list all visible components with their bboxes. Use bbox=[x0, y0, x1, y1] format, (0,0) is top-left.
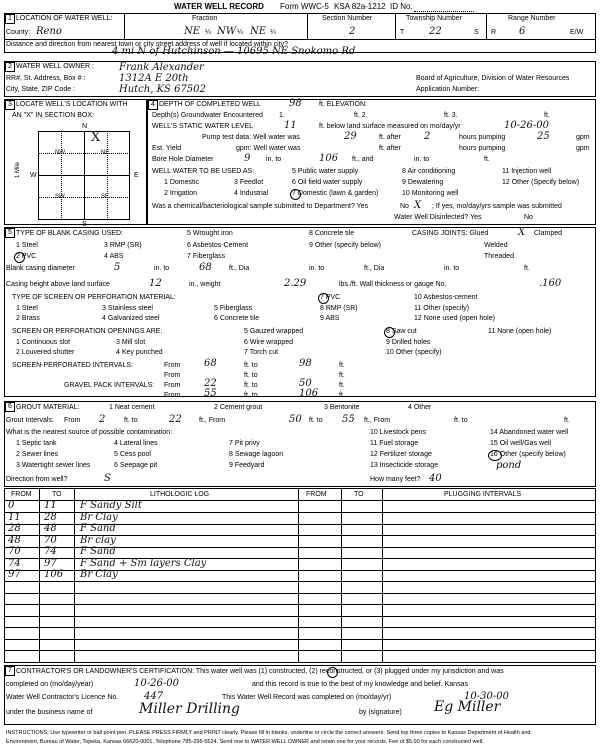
use-11: 11 Injection well bbox=[502, 168, 552, 175]
contam-2: 2 Sewer lines bbox=[16, 451, 59, 458]
yield-hours: hours pumping bbox=[459, 145, 506, 152]
spi-to-value: 98 bbox=[299, 358, 312, 369]
casing-5: 5 Wrought iron bbox=[187, 230, 233, 237]
contam-15: 15 Oil well/Gas well bbox=[490, 440, 552, 447]
board-label: Board of Agriculture, Division of Water Resources bbox=[416, 75, 570, 82]
div-1c bbox=[395, 13, 396, 39]
casing-2: 2 PVC bbox=[16, 253, 37, 260]
log-to: 28 bbox=[44, 511, 57, 523]
screen-7-circle bbox=[318, 293, 329, 304]
screen-5: 5 Fiberglass bbox=[214, 305, 253, 312]
chem-rest: ; If yes, mo/day/yrs sample was submitted bbox=[432, 203, 562, 210]
bore-value: 9 bbox=[244, 153, 251, 164]
gp2-to: 106 bbox=[299, 388, 319, 399]
city-label: City, State, ZIP Code : bbox=[6, 86, 75, 93]
static-mid: ft. below land surface measured on mo/day/yr bbox=[319, 123, 461, 130]
compass-e: E bbox=[134, 172, 139, 179]
log-from: 28 bbox=[8, 523, 21, 534]
threaded-label: Threaded bbox=[484, 253, 514, 260]
use-6: 6 Oil field water supply bbox=[292, 179, 363, 186]
quad-ne: NE bbox=[101, 150, 110, 156]
screen-6: 6 Concrete tile bbox=[214, 315, 260, 322]
diam-value: 5 bbox=[114, 262, 121, 273]
grid-h-q1 bbox=[38, 153, 130, 154]
grout-label: GROUT MATERIAL: bbox=[16, 404, 80, 411]
township-label: Township Number bbox=[406, 15, 463, 22]
bore-ft: ft. bbox=[484, 156, 490, 163]
log-from: 11 bbox=[8, 511, 21, 523]
dir-value: S bbox=[104, 473, 111, 484]
ksa-ref: KSA 82a-1212 bbox=[334, 2, 386, 11]
spi-ft-2: ft. bbox=[339, 372, 345, 379]
section-5-number: 5 bbox=[5, 228, 15, 238]
pump-gpm: 25 bbox=[537, 131, 550, 142]
footer-instructions-1: INSTRUCTIONS: Use typewriter or ball point pen. PLEASE PRESS FIRMLY and PRINT clearly. Please fill in blanks, underline or circle the correct answers. Send top three copies to Kansas Department of Health and bbox=[6, 730, 531, 736]
fraction-2: NW bbox=[217, 26, 237, 37]
gw-ft: ft. bbox=[544, 112, 550, 119]
fraction-3: NE bbox=[250, 26, 267, 37]
log-from: 74 bbox=[8, 557, 21, 569]
county-label: County: bbox=[6, 29, 31, 36]
log-description: Br clay bbox=[80, 534, 116, 546]
contam-other: pond bbox=[496, 460, 522, 471]
cert-line-3b: This Water Well Record was completed on (mo/day/yr) bbox=[222, 694, 392, 701]
pump-ww: 29 bbox=[344, 131, 357, 142]
cert-line-4a: under the business name of bbox=[6, 709, 93, 716]
casing-2-circle bbox=[14, 252, 25, 263]
section-number-label: Section Number bbox=[322, 15, 373, 22]
log-description: F Sand + Sm layers Clay bbox=[80, 557, 207, 569]
id-label: ID No. bbox=[390, 2, 413, 11]
table-row bbox=[4, 651, 596, 663]
screen-3: 3 Stainless steel bbox=[102, 305, 153, 312]
yield-gpm: gpm: Well water was bbox=[236, 145, 301, 152]
yield-gpm-2: gpm bbox=[576, 145, 590, 152]
contam-1: 1 Septic tank bbox=[16, 440, 57, 447]
compass-s: S bbox=[82, 221, 87, 228]
screen-4: 4 Galvanized steel bbox=[102, 315, 160, 322]
opening-3: 3 Mill slot bbox=[116, 339, 146, 346]
log-to: 97 bbox=[44, 557, 57, 569]
range-r: R bbox=[491, 29, 497, 36]
contam-9: 9 Feedyard bbox=[229, 462, 265, 469]
contam-4: 4 Lateral lines bbox=[114, 440, 158, 447]
gw-2: ft. 2. bbox=[354, 112, 368, 119]
contam-6: 6 Seepage pit bbox=[114, 462, 158, 469]
gp1-from: 22 bbox=[204, 378, 217, 389]
id-line bbox=[414, 11, 474, 12]
grid-h-mid bbox=[38, 175, 130, 176]
screen-12: 12 None used (open hole) bbox=[414, 315, 495, 322]
gi-from-label: From bbox=[64, 417, 81, 424]
section-2-number: 2 bbox=[5, 62, 15, 72]
gp-from: From bbox=[164, 382, 181, 389]
diam-ft: ft. bbox=[524, 265, 530, 272]
log-h-to: TO bbox=[52, 491, 62, 498]
cert-business: Miller Drilling bbox=[139, 701, 241, 717]
div-1b bbox=[307, 13, 308, 39]
gp-ft-to-2: ft. to bbox=[244, 392, 258, 399]
gp-ft: ft. bbox=[339, 382, 345, 389]
distance-value: 4 mi N of Hutchinson — 10695 NE Snokomo Rd bbox=[112, 46, 356, 57]
chem-x: X bbox=[414, 200, 422, 211]
owner-label: WATER WELL OWNER : bbox=[16, 63, 94, 70]
use-3: 3 Feedlot bbox=[234, 179, 264, 186]
range-ew: E/W bbox=[570, 29, 584, 36]
log-from: 70 bbox=[8, 546, 21, 557]
casing-7: 7 Fiberglass bbox=[187, 253, 226, 260]
bore-ft-and: ft., and bbox=[352, 156, 374, 163]
gi-to: 22 bbox=[169, 414, 182, 425]
spi-ft: ft. bbox=[339, 362, 345, 369]
cert-constructed-circle bbox=[327, 667, 338, 678]
section-3-number: 3 bbox=[5, 100, 15, 110]
casing-3: 3 RMP (SR) bbox=[104, 242, 142, 249]
screen-7: 7 PVC bbox=[320, 294, 341, 301]
cert-line-2a: completed on (mo/day/year) bbox=[6, 681, 94, 688]
opening-5: 5 Gauzed wrapped bbox=[244, 328, 304, 335]
fraction-label: Fraction bbox=[192, 15, 218, 22]
gp-label: GRAVEL PACK INTERVALS: bbox=[64, 382, 155, 389]
joints-label: CASING JOINTS: Glued bbox=[412, 230, 489, 237]
footer-instructions-2: Environment, Bureau of Water, Topeka, Kansas 66620-0001. Telephone 785-296-5524. Send one to WATER WELL OWNER and retain one for your records. Fee of $5.00 for each constructed well. bbox=[6, 739, 484, 745]
screen-9: 9 ABS bbox=[320, 315, 340, 322]
contam-14: 14 Abandoned water well bbox=[490, 429, 569, 436]
gauge-value: .160 bbox=[539, 278, 562, 289]
cert-signature: Eg Miller bbox=[434, 699, 501, 715]
city-value: Hutch, KS 67502 bbox=[119, 84, 206, 95]
diam-in-to-2: in. to bbox=[309, 265, 325, 272]
screen-10: 10 Asbestos-cement bbox=[414, 294, 478, 301]
location-label: LOCATION OF WATER WELL: bbox=[16, 15, 113, 22]
opening-8: 8 Saw cut bbox=[386, 328, 417, 335]
township-value: 22 bbox=[429, 26, 442, 37]
cert-license: 447 bbox=[144, 691, 164, 702]
use-7: 7 Domestic (lawn & garden) bbox=[292, 190, 379, 197]
gi-to2: 55 bbox=[342, 414, 355, 425]
dir-label: Direction from well? bbox=[6, 476, 68, 483]
bore-in-to-2: in. to bbox=[414, 156, 430, 163]
use-10: 10 Monitoring well bbox=[402, 190, 459, 197]
gw-3: ft. 3. bbox=[444, 112, 458, 119]
log-to: 74 bbox=[44, 546, 57, 557]
section-4-number: 4 bbox=[148, 100, 158, 110]
yield-label: Est. Yield bbox=[152, 145, 182, 152]
screen-2: 2 Brass bbox=[16, 315, 40, 322]
log-description: F Sand bbox=[80, 546, 116, 557]
contam-5: 5 Cess pool bbox=[114, 451, 151, 458]
chem-no: No bbox=[400, 203, 409, 210]
spi-from: From bbox=[164, 362, 181, 369]
quad-nw: NW bbox=[55, 150, 65, 156]
pump-label: Pump test data: Well water was bbox=[202, 134, 300, 141]
gi-from: 2 bbox=[99, 414, 106, 425]
grout-4: 4 Other bbox=[408, 404, 432, 411]
use-7-circle bbox=[290, 189, 301, 200]
use-5: 5 Public water supply bbox=[292, 168, 359, 175]
yield-ft-after: ft. after bbox=[379, 145, 401, 152]
fraction-1: NE bbox=[184, 26, 201, 37]
gp2-from: 55 bbox=[204, 388, 217, 399]
county-value: Reno bbox=[36, 26, 62, 37]
form-number: Form WWC-5 bbox=[280, 2, 329, 11]
depth-label: DEPTH OF COMPLETED WELL bbox=[159, 101, 261, 108]
disinfect-no: No bbox=[524, 214, 533, 221]
log-to: 48 bbox=[44, 523, 57, 534]
cert-date-1: 10-26-00 bbox=[134, 678, 179, 689]
table-row bbox=[4, 639, 596, 651]
opening-8-circle bbox=[384, 327, 395, 338]
casing-9: 9 Other (specify below) bbox=[309, 242, 381, 249]
screen-8: 8 RMP (SR) bbox=[320, 305, 358, 312]
gp-ft-to: ft. to bbox=[244, 382, 258, 389]
static-label: WELL'S STATIC WATER LEVEL bbox=[152, 123, 254, 130]
pump-ft-after: ft. after bbox=[379, 134, 401, 141]
gi-to2-label: ft. to bbox=[309, 417, 323, 424]
cert-line-2b: and this record is true to the best of my knowledge and belief. Kansas bbox=[252, 681, 468, 688]
log-to: 70 bbox=[44, 534, 57, 546]
township-s: S bbox=[474, 29, 479, 36]
address-value: 1312A E 20th bbox=[119, 73, 189, 84]
chem-label: Was a chemical/bacteriological sample submitted to Department? Yes bbox=[152, 203, 369, 210]
location-x-mark: X bbox=[91, 130, 101, 145]
log-from: 0 bbox=[8, 500, 15, 511]
distance-label: Distance and direction from nearest town or city street address of well if located within city? bbox=[6, 41, 289, 48]
gi-to-label: ft. to bbox=[124, 417, 138, 424]
cert-line-1: CONTRACTOR'S OR LANDOWNER'S CERTIFICATION: This water well was (1) constructed, (2) reconstructed, or (3) plugged under my jurisdiction and was bbox=[16, 668, 504, 675]
diam-to: 68 bbox=[199, 262, 212, 273]
diam-in-to: in. to bbox=[154, 265, 170, 272]
spi-label: SCREEN-PERFORATED INTERVALS: bbox=[12, 362, 133, 369]
township-t: T bbox=[400, 29, 405, 36]
use-2: 2 Irrigation bbox=[164, 190, 198, 197]
spi-from-2: From bbox=[164, 372, 181, 379]
contam-label: What is the nearest source of possible contamination: bbox=[6, 429, 173, 436]
use-4: 4 Industrial bbox=[234, 190, 269, 197]
form-title: WATER WELL RECORD bbox=[174, 2, 264, 11]
compass-n: N bbox=[82, 123, 88, 130]
contam-16: 16 Other (specify below) bbox=[490, 451, 566, 458]
groundwater-label: Depth(s) Groundwater Encountered bbox=[152, 112, 263, 119]
height-in-weight: in., weight bbox=[189, 281, 221, 288]
log-description: Br Clay bbox=[80, 569, 118, 580]
hours-pumping: hours pumping bbox=[459, 134, 506, 141]
section-6-number: 6 bbox=[5, 402, 15, 412]
opening-7: 7 Torch cut bbox=[244, 349, 279, 356]
quarter-1: ¼ bbox=[205, 29, 211, 36]
opening-10: 10 Other (specify) bbox=[386, 349, 442, 356]
openings-label: SCREEN OR PERFORATION OPENINGS ARE: bbox=[12, 328, 163, 335]
clamped-label: Clamped bbox=[534, 230, 563, 237]
disinfect-label: Water Well Disinfected? Yes bbox=[394, 214, 482, 221]
compass-w: W bbox=[30, 172, 37, 179]
diam-label: Blank casing diameter bbox=[6, 265, 75, 272]
owner-value: Frank Alexander bbox=[119, 62, 204, 73]
opening-9: 9 Drilled holes bbox=[386, 339, 431, 346]
cert-line-3a: Water Well Contractor's Licence No. bbox=[6, 694, 119, 701]
use-12: 12 Other (Specify below) bbox=[502, 179, 580, 186]
contam-13: 13 Insecticide storage bbox=[370, 462, 439, 469]
log-from: 97 bbox=[8, 569, 21, 580]
weight-value: 2.29 bbox=[284, 278, 307, 289]
grout-1: 1 Neat cement bbox=[109, 404, 155, 411]
table-row bbox=[4, 628, 596, 640]
casing-label: TYPE OF BLANK CASING USED: bbox=[16, 230, 123, 237]
gp1-to: 50 bbox=[299, 378, 312, 389]
log-h-plug: PLUGGING INTERVALS bbox=[444, 491, 522, 498]
casing-8: 8 Concrete tile bbox=[309, 230, 355, 237]
log-to: 11 bbox=[44, 500, 57, 511]
welded-label: Welded bbox=[484, 242, 508, 249]
bore-label: Bore Hole Diameter bbox=[152, 156, 214, 163]
locate-label: LOCATE WELL'S LOCATION WITH bbox=[16, 101, 128, 108]
height-label: Casing height above land surface bbox=[6, 281, 110, 288]
gi-from2-label: ft., From bbox=[199, 417, 226, 424]
contam-8: 8 Sewage lagoon bbox=[229, 451, 284, 458]
opening-1: 1 Continuous slot bbox=[16, 339, 71, 346]
contam-11: 11 Fuel storage bbox=[370, 440, 419, 447]
log-from: 48 bbox=[8, 534, 21, 546]
gp-from-2: From bbox=[164, 392, 181, 399]
quad-se: SE bbox=[101, 194, 110, 200]
gi-label: Grout Intervals: bbox=[6, 417, 54, 424]
gi-to3-label: ft. to bbox=[454, 417, 468, 424]
range-label: Range Number bbox=[508, 15, 556, 22]
static-value: 11 bbox=[284, 120, 297, 131]
quad-sw: SW bbox=[55, 194, 65, 200]
opening-6: 6 Wire wrapped bbox=[244, 339, 294, 346]
static-date: 10-26-00 bbox=[504, 120, 549, 131]
grout-3: 3 Bentonite bbox=[324, 404, 360, 411]
div-1a bbox=[124, 13, 125, 39]
rr-label: RR#, St. Address, Box # : bbox=[6, 75, 86, 82]
contam-10: 10 Livestock pens bbox=[370, 429, 427, 436]
locate-label-2: AN "X" IN SECTION BOX: bbox=[12, 112, 94, 119]
grout-2: 2 Cement grout bbox=[214, 404, 263, 411]
section-1-number: 1 bbox=[5, 14, 15, 24]
lbs-label: lbs./ft. Wall thickness or gauge No. bbox=[339, 281, 447, 288]
casing-1: 1 Steel bbox=[16, 242, 38, 249]
use-9: 9 Dewatering bbox=[402, 179, 444, 186]
table-row bbox=[4, 593, 596, 605]
spi-ft-to: ft. to bbox=[244, 362, 258, 369]
contam-3: 3 Watertight sewer lines bbox=[16, 462, 91, 469]
casing-4: 4 ABS bbox=[104, 253, 124, 260]
feet-label: How many feet? bbox=[370, 476, 421, 483]
grid-v-q3 bbox=[107, 131, 108, 220]
diam-in-to-3: in. to bbox=[444, 265, 460, 272]
table-row bbox=[4, 570, 596, 582]
application-label: Application Number: bbox=[416, 86, 480, 93]
div-1e bbox=[4, 39, 596, 40]
spi-ft-to-2: ft. to bbox=[244, 372, 258, 379]
log-h-from2: FROM bbox=[306, 491, 327, 498]
mile-label: 1 Mile bbox=[15, 161, 22, 179]
grid-v-q1 bbox=[61, 131, 62, 220]
casing-6: 6 Asbestos-Cement bbox=[187, 242, 249, 249]
depth-value: 98 bbox=[289, 98, 302, 109]
range-value: 6 bbox=[519, 26, 526, 37]
use-1: 1 Domestic bbox=[164, 179, 200, 186]
log-description: F Sand bbox=[80, 523, 116, 534]
quarter-2: ¼ bbox=[237, 29, 243, 36]
table-row bbox=[4, 605, 596, 617]
screen-11: 11 Other (specify) bbox=[414, 305, 470, 312]
gi-from2: 50 bbox=[289, 414, 302, 425]
log-description: F Sandy Silt bbox=[80, 500, 142, 511]
log-h-from: FROM bbox=[11, 491, 32, 498]
opening-4: 4 Key punched bbox=[116, 349, 163, 356]
div-1d bbox=[486, 13, 487, 39]
use-8: 8 Air conditioning bbox=[402, 168, 456, 175]
opening-2: 2 Louvered shutter bbox=[16, 349, 75, 356]
gp-ft-2: ft. bbox=[339, 392, 345, 399]
elevation-label: ft. ELEVATION: bbox=[319, 101, 367, 108]
opening-11: 11 None (open hole) bbox=[488, 328, 552, 335]
quarter-3: ¼ bbox=[270, 29, 276, 36]
section-7-number: 7 bbox=[5, 666, 15, 676]
gi-ft: ft. bbox=[564, 417, 570, 424]
use-label: WELL WATER TO BE USED AS: bbox=[152, 168, 255, 175]
table-row bbox=[4, 582, 596, 594]
log-h-litho: LITHOLOGIC LOG bbox=[150, 491, 210, 498]
contam-12: 12 Fertilizer storage bbox=[370, 451, 432, 458]
contam-7: 7 Pit privy bbox=[229, 440, 260, 447]
section-value: 2 bbox=[349, 26, 356, 37]
table-row bbox=[4, 616, 596, 628]
bore-in-to: in. to bbox=[266, 156, 282, 163]
log-description: Br Clay bbox=[80, 511, 118, 523]
pump-hrs: 2 bbox=[424, 131, 431, 142]
diam-ft-dia: ft., Dia bbox=[229, 265, 250, 272]
cert-line-4b: by (signature) bbox=[359, 709, 402, 716]
gi-from3-label: ft., From bbox=[364, 417, 391, 424]
log-to: 106 bbox=[44, 569, 64, 580]
grid-h-q3 bbox=[38, 197, 130, 198]
feet-value: 40 bbox=[429, 473, 442, 484]
joints-x: X bbox=[518, 227, 526, 238]
screen-1: 1 Steel bbox=[16, 305, 38, 312]
log-h-to2: TO bbox=[354, 491, 364, 498]
gw-1: 1. bbox=[279, 112, 285, 119]
gpm-label: gpm bbox=[576, 134, 590, 141]
height-value: 12 bbox=[149, 278, 162, 289]
water-well-record-form bbox=[4, 2, 596, 750]
diam-ft-dia-2: ft., Dia bbox=[364, 265, 385, 272]
bore-to: 106 bbox=[319, 153, 339, 164]
cert-date-2: 10-30-00 bbox=[464, 691, 509, 702]
spi-from-value: 68 bbox=[204, 358, 217, 369]
screen-label: TYPE OF SCREEN OR PERFORATION MATERIAL: bbox=[12, 294, 176, 301]
